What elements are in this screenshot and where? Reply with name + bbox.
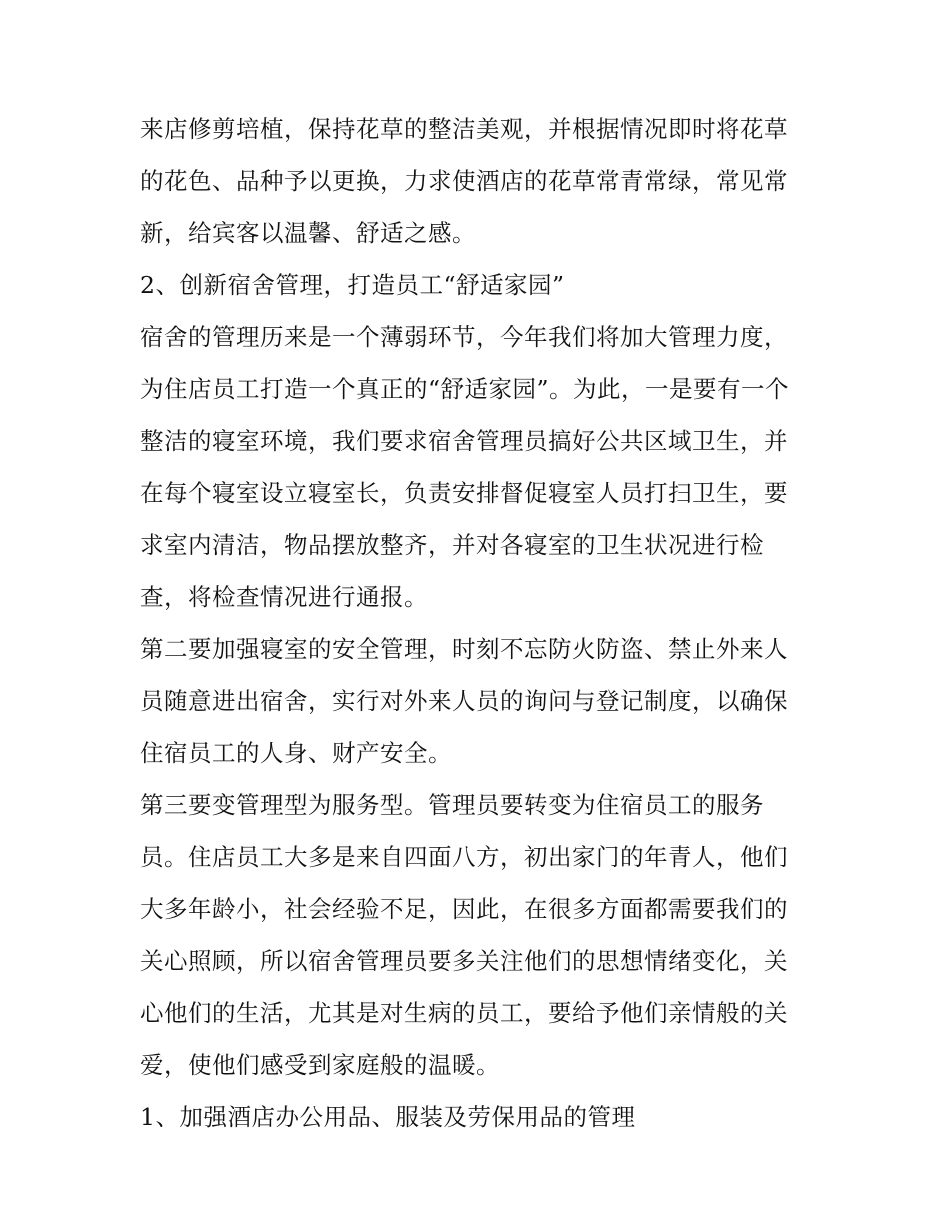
text-line: 宿舍的管理历来是一个薄弱环节，今年我们将加大管理力度， (140, 323, 788, 351)
text-line: 的花色、品种予以更换，力求使酒店的花草常青常绿，常见常 (140, 167, 788, 195)
text-line: 整洁的寝室环境，我们要求宿舍管理员搞好公共区域卫生，并 (140, 427, 788, 455)
text-line: 心他们的生活，尤其是对生病的员工，要给予他们亲情般的关 (140, 999, 788, 1027)
section-heading: 2、创新宿舍管理，打造员工“舒适家园” (140, 271, 565, 299)
text-line: 第三要变管理型为服务型。管理员要转变为住宿员工的服务 (140, 791, 764, 819)
text-line: 为住店员工打造一个真正的“舒适家园”。为此，一是要有一个 (140, 375, 790, 403)
document-body (140, 103, 820, 1143)
text-line: 来店修剪培植，保持花草的整洁美观，并根据情况即时将花草 (140, 115, 788, 143)
text-line: 求室内清洁，物品摆放整齐，并对各寝室的卫生状况进行检 (140, 531, 764, 559)
text-line: 大多年龄小，社会经验不足，因此，在很多方面都需要我们的 (140, 895, 788, 923)
text-line: 住宿员工的人身、财产安全。 (140, 739, 452, 767)
text-line: 查，将检查情况进行通报。 (140, 583, 428, 611)
text-line: 员。住店员工大多是来自四面八方，初出家门的年青人，他们 (140, 843, 788, 871)
text-line: 第二要加强寝室的安全管理，时刻不忘防火防盗、禁止外来人 (140, 635, 788, 663)
text-line: 爱，使他们感受到家庭般的温暖。 (140, 1051, 500, 1079)
text-line: 关心照顾，所以宿舍管理员要多关注他们的思想情绪变化，关 (140, 947, 788, 975)
section-heading: 1、加强酒店办公用品、服装及劳保用品的管理 (140, 1103, 636, 1131)
text-line: 在每个寝室设立寝室长，负责安排督促寝室人员打扫卫生，要 (140, 479, 788, 507)
text-line: 员随意进出宿舍，实行对外来人员的询问与登记制度，以确保 (140, 687, 788, 715)
text-line: 新，给宾客以温馨、舒适之感。 (140, 219, 476, 247)
